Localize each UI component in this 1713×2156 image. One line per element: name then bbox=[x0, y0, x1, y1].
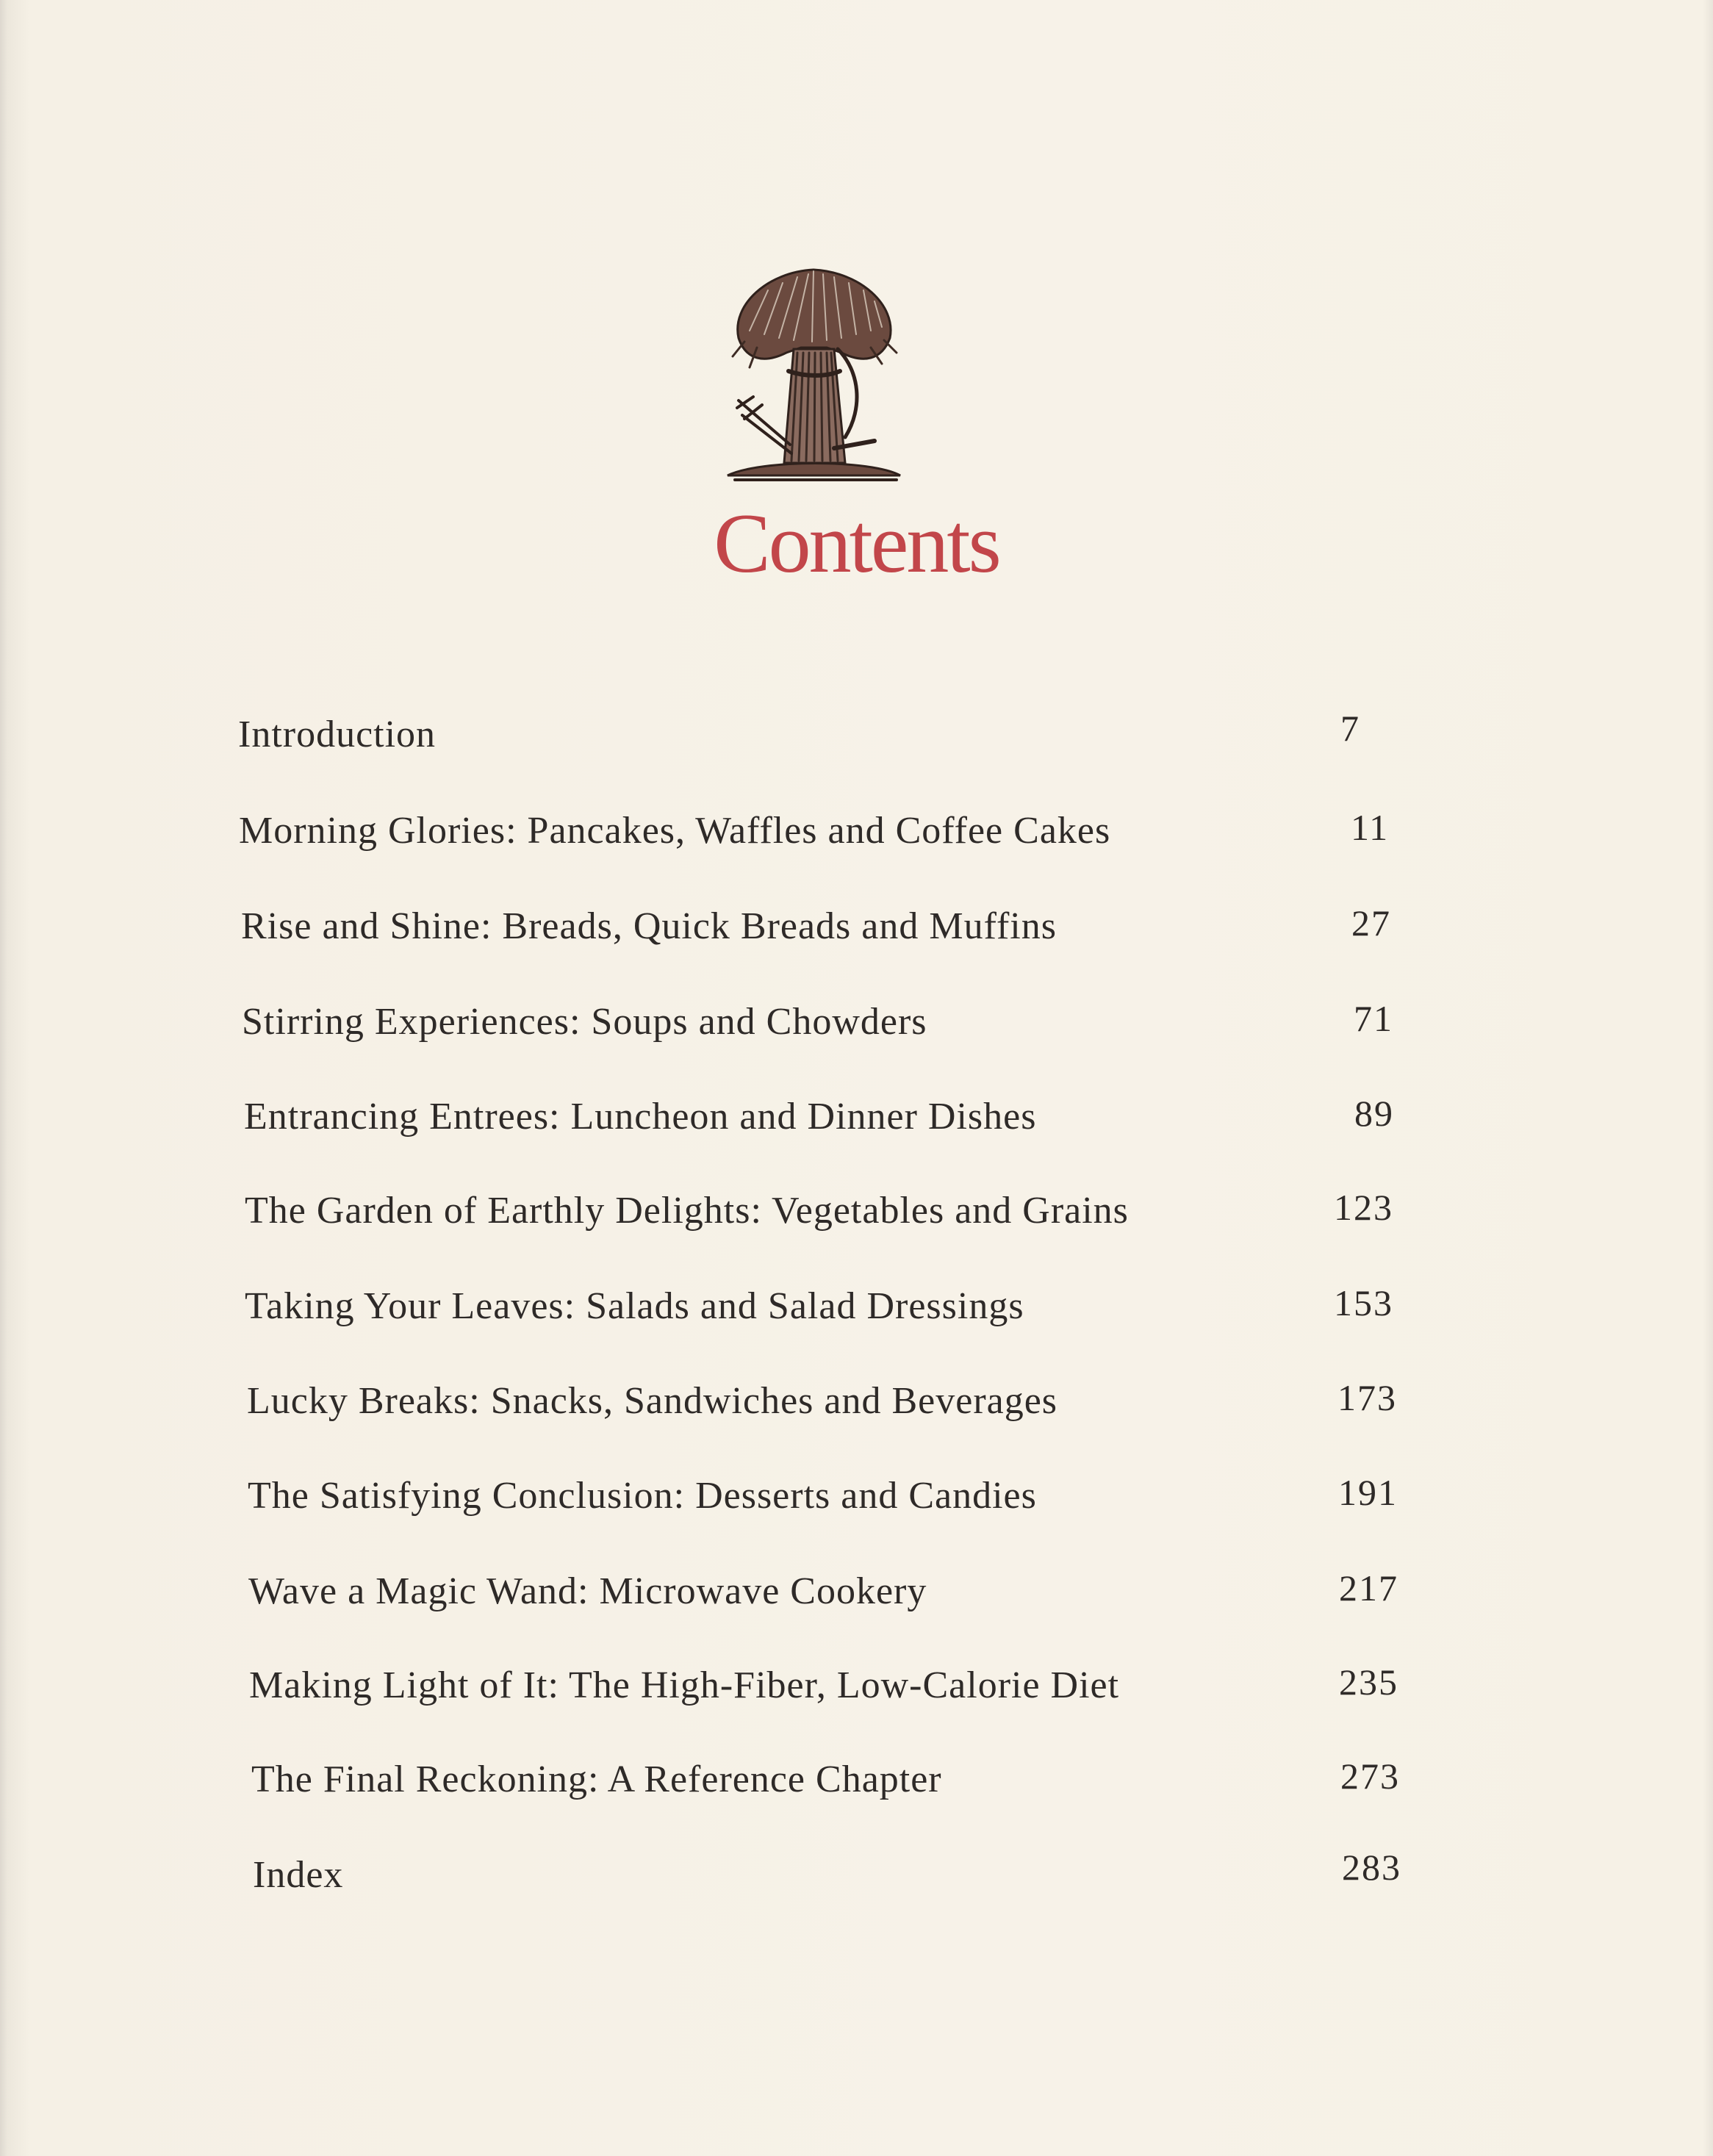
toc-entry bbox=[248, 1464, 1423, 1515]
toc-entry-page: 27 bbox=[1351, 902, 1391, 944]
toc-entry-title: Making Light of It: The High-Fiber, Low-Calorie Diet bbox=[249, 1664, 1120, 1706]
toc-entry-page: 153 bbox=[1334, 1282, 1393, 1323]
toc-entry-title: The Final Reckoning: A Reference Chapter bbox=[251, 1758, 942, 1800]
toc-entry bbox=[253, 1843, 1429, 1894]
toc-entry-page: 217 bbox=[1339, 1567, 1398, 1609]
toc-entry-title: Morning Glories: Pancakes, Waffles and Coffee Cakes bbox=[239, 810, 1111, 852]
contents-heading: Contents bbox=[714, 497, 999, 591]
toc-entry-title: Index bbox=[253, 1854, 344, 1896]
toc-entry-title: The Satisfying Conclusion: Desserts and Candies bbox=[248, 1475, 1037, 1517]
toc-entry-title: Lucky Breaks: Snacks, Sandwiches and Beverages bbox=[247, 1380, 1058, 1422]
toc-entry-title: Stirring Experiences: Soups and Chowders bbox=[242, 1001, 927, 1043]
toc-entry-page: 89 bbox=[1354, 1093, 1394, 1134]
toc-entry-page: 191 bbox=[1338, 1472, 1398, 1513]
toc-entry bbox=[239, 799, 1415, 850]
toc-entry-page: 273 bbox=[1340, 1756, 1400, 1797]
toc-entry bbox=[249, 1653, 1425, 1705]
toc-entry bbox=[242, 990, 1418, 1041]
toc-entry bbox=[238, 703, 1414, 754]
toc-entry bbox=[247, 1369, 1423, 1420]
toc-entry bbox=[248, 1559, 1424, 1611]
toc-entry-page: 123 bbox=[1334, 1187, 1393, 1228]
toc-entry-title: Introduction bbox=[238, 714, 437, 755]
toc-entry-page: 173 bbox=[1337, 1377, 1397, 1418]
toc-entry bbox=[245, 1274, 1421, 1326]
toc-entry-page: 283 bbox=[1342, 1847, 1401, 1888]
toc-entry bbox=[251, 1747, 1427, 1799]
toc-entry-page: 7 bbox=[1340, 708, 1360, 749]
toc-entry-title: Entrancing Entrees: Luncheon and Dinner Dishes bbox=[244, 1096, 1037, 1138]
toc-entry-title: Wave a Magic Wand: Microwave Cookery bbox=[248, 1570, 927, 1612]
toc-entry-title: Rise and Shine: Breads, Quick Breads and Muffins bbox=[241, 905, 1057, 947]
toc-entry bbox=[241, 894, 1417, 946]
toc-entry-page: 71 bbox=[1354, 998, 1393, 1039]
toc-entry-page: 11 bbox=[1351, 807, 1390, 848]
toc-entry-page: 235 bbox=[1339, 1661, 1398, 1703]
toc-entry-title: Taking Your Leaves: Salads and Salad Dressings bbox=[245, 1285, 1024, 1327]
toc-entry bbox=[245, 1179, 1421, 1230]
toc-entry bbox=[244, 1085, 1420, 1136]
toc-entry-title: The Garden of Earthly Delights: Vegetables and Grains bbox=[245, 1190, 1129, 1232]
